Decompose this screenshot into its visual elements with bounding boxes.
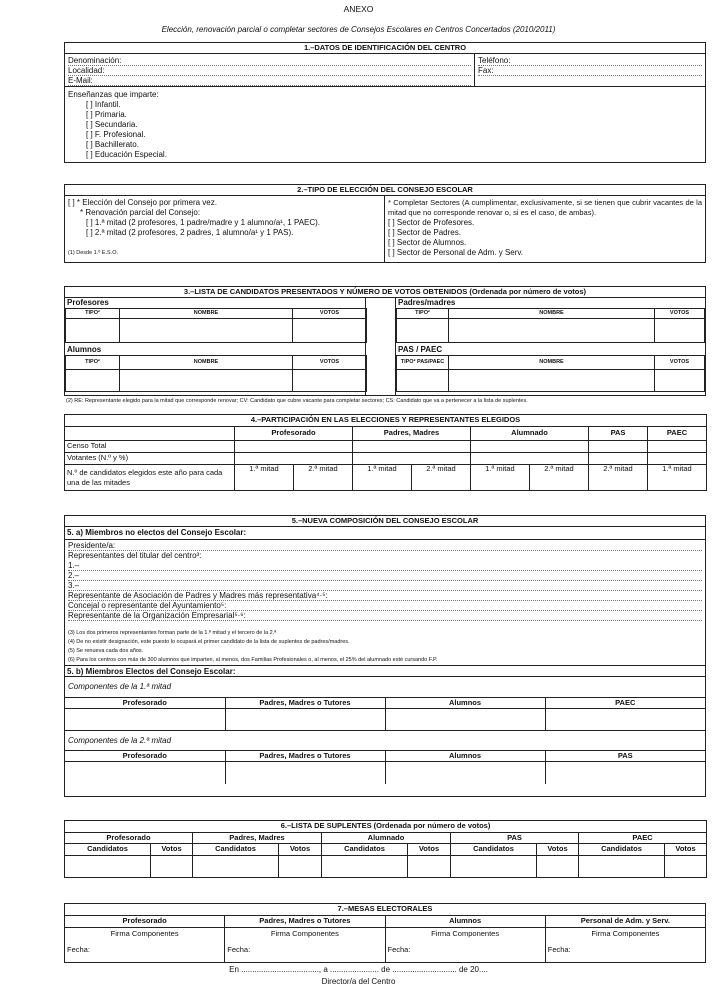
note-4: (4) De no existir designación, este puesto lo ocupará el primer candidato de la lista de suplentes de padres/madres. — [68, 639, 350, 645]
mesa-col-profesorado: Profesorado — [65, 916, 225, 928]
votos-header: Votos — [665, 844, 707, 856]
mitad-cell: 2.ª mitad — [294, 465, 353, 491]
anexo-heading: ANEXO — [343, 4, 374, 14]
section-1-title: 1.–DATOS DE IDENTIFICACIÓN DEL CENTRO — [65, 43, 705, 54]
section-5-title: 5.–NUEVA COMPOSICIÓN DEL CONSEJO ESCOLAR — [65, 516, 705, 527]
table-cell[interactable] — [65, 762, 225, 784]
votos-header: VOTOS — [293, 356, 367, 370]
renovation-half1-option[interactable]: [ ] 1.ª mitad (2 profesores, 1 padre/madre y 1 alumno/a¹, 1 PAEC). — [86, 218, 321, 227]
row-candidatos: N.º de candidatos elegidos este año para cada una de las mitades — [65, 465, 235, 491]
table-cell[interactable] — [279, 856, 322, 878]
election-first-option[interactable]: [ ] * Elección del Consejo por primera vez. — [68, 198, 217, 207]
tipo-header: TIPO² — [66, 356, 120, 370]
col-pas: PAS — [589, 427, 648, 441]
titular-2-field[interactable]: 2.– — [68, 571, 702, 581]
sector-padres-option[interactable]: [ ] Sector de Padres. — [388, 228, 461, 237]
table-cell[interactable] — [293, 370, 367, 392]
table-cell[interactable] — [66, 319, 120, 343]
place-date-line: En ..................................., a ...................... de ............................. de 20.... — [229, 965, 488, 974]
ensenanzas-label: Enseñanzas que imparte: — [68, 90, 159, 99]
table-cell[interactable] — [655, 319, 705, 343]
document-subtitle: Elección, renovación parcial o completar sectores de Consejos Escolares en Centros Concertados (2010/2011) — [161, 25, 556, 34]
mesa-col-pas: Personal de Adm. y Serv. — [545, 916, 705, 928]
sector-alumnos-option[interactable]: [ ] Sector de Alumnos. — [388, 238, 467, 247]
table-cell[interactable] — [225, 762, 385, 784]
votos-header: VOTOS — [655, 309, 705, 319]
table-cell[interactable] — [537, 856, 579, 878]
padres-table — [396, 308, 705, 343]
col-paec: PAEC — [648, 427, 707, 441]
comp2-col-pas: PAS — [545, 751, 705, 762]
section-2 — [64, 184, 706, 263]
mitad-cell: 1.ª mitad — [471, 465, 530, 491]
table-cell[interactable] — [648, 453, 707, 465]
tipo-header: TIPO² — [66, 309, 120, 319]
sup-col-paec: PAEC — [579, 833, 707, 844]
section-7 — [64, 903, 706, 963]
mesa-pas-cell[interactable] — [545, 928, 705, 963]
comp1-label: Componentes de la 1.ª mitad — [68, 682, 172, 691]
table-cell[interactable] — [293, 319, 367, 343]
mitad-cell: 2.ª mitad — [589, 465, 648, 491]
padres-label: Padres/madres — [398, 298, 456, 307]
fax-field[interactable]: Fax: — [478, 66, 702, 76]
table-cell[interactable] — [449, 370, 655, 392]
mesa-padres-cell[interactable] — [225, 928, 385, 963]
mesa-col-alumnos: Alumnos — [385, 916, 545, 928]
col-profesorado: Profesorado — [235, 427, 353, 441]
votos-header: Votos — [279, 844, 322, 856]
table-cell[interactable] — [655, 370, 705, 392]
ensenanza-option[interactable]: [ ] Infantil. — [86, 100, 121, 109]
firma-label: Firma Componentes — [110, 929, 179, 938]
renovation-half2-option[interactable]: [ ] 2.ª mitad (2 profesores, 2 padres, 1 alumno/a¹ y 1 PAS). — [86, 228, 294, 237]
row-censo: Censo Total — [65, 441, 235, 453]
pas-paec-table — [396, 355, 705, 392]
candidatos-header: Candidatos — [65, 844, 151, 856]
table-cell[interactable] — [589, 453, 648, 465]
votos-header: Votos — [537, 844, 579, 856]
section-6 — [64, 820, 706, 882]
note-1: (1) Desde 1.º E.S.O. — [68, 249, 118, 256]
mesas-table — [64, 903, 706, 963]
composition-1-table — [65, 697, 705, 731]
table-cell[interactable] — [408, 856, 451, 878]
table-cell[interactable] — [451, 856, 537, 878]
table-cell[interactable] — [545, 762, 705, 784]
renovation-label: * Renovación parcial del Consejo: — [80, 208, 201, 217]
candidatos-header: Candidatos — [451, 844, 537, 856]
candidatos-header: Candidatos — [322, 844, 408, 856]
section-2-title: 2.–TIPO DE ELECCIÓN DEL CONSEJO ESCOLAR — [65, 185, 705, 196]
tipo-header: TIPO² — [397, 309, 449, 319]
email-field[interactable]: E-Mail: — [68, 76, 471, 86]
table-cell[interactable] — [193, 856, 279, 878]
director-label: Director/a del Centro — [321, 977, 396, 986]
sup-col-profesorado: Profesorado — [65, 833, 193, 844]
table-cell[interactable] — [471, 441, 589, 453]
mitad-cell: 1.ª mitad — [648, 465, 707, 491]
table-cell[interactable] — [322, 856, 408, 878]
alumnos-label: Alumnos — [67, 345, 102, 354]
row-votantes: Votantes (N.º y %) — [65, 453, 235, 465]
table-cell[interactable] — [353, 453, 471, 465]
mitad-cell: 2.ª mitad — [412, 465, 471, 491]
comp1-col-profesorado: Profesorado — [65, 698, 225, 709]
section-7-title: 7.–MESAS ELECTORALES — [65, 904, 706, 916]
participation-table — [64, 414, 707, 491]
table-cell[interactable] — [151, 856, 193, 878]
table-cell[interactable] — [471, 453, 589, 465]
ensenanza-option[interactable]: [ ] F. Profesional. — [86, 130, 146, 139]
titular-label: Representantes del titular del centro³: — [68, 551, 202, 560]
table-cell[interactable] — [397, 370, 449, 392]
sup-col-pas: PAS — [451, 833, 579, 844]
nombre-header: NOMBRE — [449, 356, 655, 370]
col-padres: Padres, Madres — [353, 427, 471, 441]
table-cell[interactable] — [665, 856, 707, 878]
firma-label: Firma Componentes — [270, 929, 339, 938]
table-cell[interactable] — [589, 441, 648, 453]
profesores-table — [65, 308, 367, 343]
nombre-header: NOMBRE — [120, 356, 293, 370]
concejal-field[interactable]: Concejal o representante del Ayuntamiento⁵: — [68, 601, 702, 611]
firma-label: Firma Componentes — [591, 929, 660, 938]
section-4 — [64, 414, 706, 496]
table-cell[interactable] — [545, 709, 705, 731]
section-3 — [64, 286, 706, 396]
mesa-col-padres: Padres, Madres o Tutores — [225, 916, 385, 928]
table-cell[interactable] — [65, 709, 225, 731]
nombre-header: NOMBRE — [120, 309, 293, 319]
candidatos-header: Candidatos — [193, 844, 279, 856]
ensenanza-option[interactable]: [ ] Bachillerato. — [86, 140, 139, 149]
complete-sectors-intro: * Completar Sectores (A cumplimentar, exclusivamente, si se tienen que cubrir vacantes de la mitad que no corresponde renovar o, si es el caso, de ambas). — [388, 198, 702, 217]
votos-header: VOTOS — [655, 356, 705, 370]
table-cell[interactable] — [353, 441, 471, 453]
sector-profesores-option[interactable]: [ ] Sector de Profesores. — [388, 218, 475, 227]
note-6: (6) Para los centros con más de 300 alumnos que imparten, al menos, dos Familias Profesionales o, al menos, el 25% del alumnado esté cursando F.P. — [68, 657, 438, 663]
tipo-pas-header: TIPO² PAS/PAEC — [397, 356, 449, 370]
table-cell[interactable] — [648, 441, 707, 453]
section-5a-title: 5. a) Miembros no electos del Consejo Escolar: — [65, 527, 705, 540]
section-5 — [64, 515, 706, 797]
empresarial-field[interactable]: Representante de la Organización Empresarial⁵·⁶: — [68, 611, 702, 621]
table-cell[interactable] — [385, 762, 545, 784]
ensenanza-option[interactable]: [ ] Primaria. — [86, 110, 127, 119]
composition-2-table — [65, 750, 705, 784]
ensenanza-option[interactable]: [ ] Secundaria. — [86, 120, 138, 129]
table-cell[interactable] — [120, 370, 293, 392]
titular-3-field[interactable]: 3.– — [68, 581, 702, 591]
ensenanza-option[interactable]: [ ] Educación Especial. — [86, 150, 167, 159]
alumnos-table — [65, 355, 367, 392]
table-cell[interactable] — [65, 856, 151, 878]
table-cell[interactable] — [579, 856, 665, 878]
col-alumnado: Alumnado — [471, 427, 589, 441]
table-cell[interactable] — [225, 709, 385, 731]
note-2: (2) RE: Representante elegido para la mitad que corresponde renovar; CV: Candidato que cubre vacante para completar sectores; CS: Candidato que va a pertenecer a la lista de suplentes. — [66, 398, 528, 404]
pas-paec-label: PAS / PAEC — [398, 345, 443, 354]
sector-pas-option[interactable]: [ ] Sector de Personal de Adm. y Serv. — [388, 248, 524, 257]
nombre-header: NOMBRE — [449, 309, 655, 319]
denominacion-field[interactable]: Denominación: — [68, 56, 471, 66]
mitad-cell: 1.ª mitad — [353, 465, 412, 491]
table-cell[interactable] — [66, 370, 120, 392]
table-cell[interactable] — [235, 441, 353, 453]
suplentes-table — [64, 820, 707, 878]
sup-col-alumnado: Alumnado — [322, 833, 451, 844]
section-1 — [64, 42, 706, 163]
note-3: (3) Los dos primeros representantes forman parte de la 1.ª mitad y el tercero de la 2.ª — [68, 630, 277, 636]
titular-1-field[interactable]: 1.– — [68, 561, 702, 571]
sup-col-padres: Padres, Madres — [193, 833, 322, 844]
presidente-field[interactable]: Presidente/a: — [68, 541, 702, 551]
table-cell[interactable] — [397, 319, 449, 343]
table-cell[interactable] — [449, 319, 655, 343]
profesores-label: Profesores — [67, 298, 109, 307]
comp1-col-paec: PAEC — [545, 698, 705, 709]
fecha-label: Fecha: — [547, 944, 571, 954]
firma-label: Firma Componentes — [431, 929, 500, 938]
table-cell[interactable] — [385, 709, 545, 731]
mitad-cell: 1.ª mitad — [235, 465, 294, 491]
comp2-col-padres: Padres, Madres o Tutores — [225, 751, 385, 762]
mesa-profesorado-cell[interactable] — [65, 928, 225, 963]
votos-header: Votos — [151, 844, 193, 856]
fecha-label: Fecha: — [67, 944, 90, 954]
note-5: (5) Se renueva cada dos años. — [68, 648, 144, 654]
table-cell[interactable] — [120, 319, 293, 343]
comp1-col-alumnos: Alumnos — [385, 698, 545, 709]
comp1-col-padres: Padres, Madres o Tutores — [225, 698, 385, 709]
ampa-field[interactable]: Representante de Asociación de Padres y Madres más representativa⁴·⁵: — [68, 591, 702, 601]
table-cell[interactable] — [235, 453, 353, 465]
mitad-cell: 2.ª mitad — [530, 465, 589, 491]
mesa-alumnos-cell[interactable] — [385, 928, 545, 963]
comp2-col-profesorado: Profesorado — [65, 751, 225, 762]
section-5b-title: 5. b) Miembros Electos del Consejo Escolar: — [65, 665, 705, 677]
votos-header: VOTOS — [293, 309, 367, 319]
comp2-label: Componentes de la 2.ª mitad — [68, 736, 172, 745]
fecha-label: Fecha: — [387, 944, 411, 954]
section-4-title: 4.–PARTICIPACIÓN EN LAS ELECCIONES Y REPRESENTANTES ELEGIDOS — [65, 415, 707, 427]
fecha-label: Fecha: — [227, 944, 251, 954]
comp2-col-alumnos: Alumnos — [385, 751, 545, 762]
telefono-field[interactable]: Teléfono: — [478, 56, 702, 66]
localidad-field[interactable]: Localidad: — [68, 66, 471, 76]
votos-header: Votos — [408, 844, 451, 856]
section-6-title: 6.–LISTA DE SUPLENTES (Ordenada por número de votos) — [65, 821, 707, 833]
section-3-title: 3.–LISTA DE CANDIDATOS PRESENTADOS Y NÚMERO DE VOTOS OBTENIDOS (Ordenada por número de votos) — [65, 287, 705, 298]
candidatos-header: Candidatos — [579, 844, 665, 856]
